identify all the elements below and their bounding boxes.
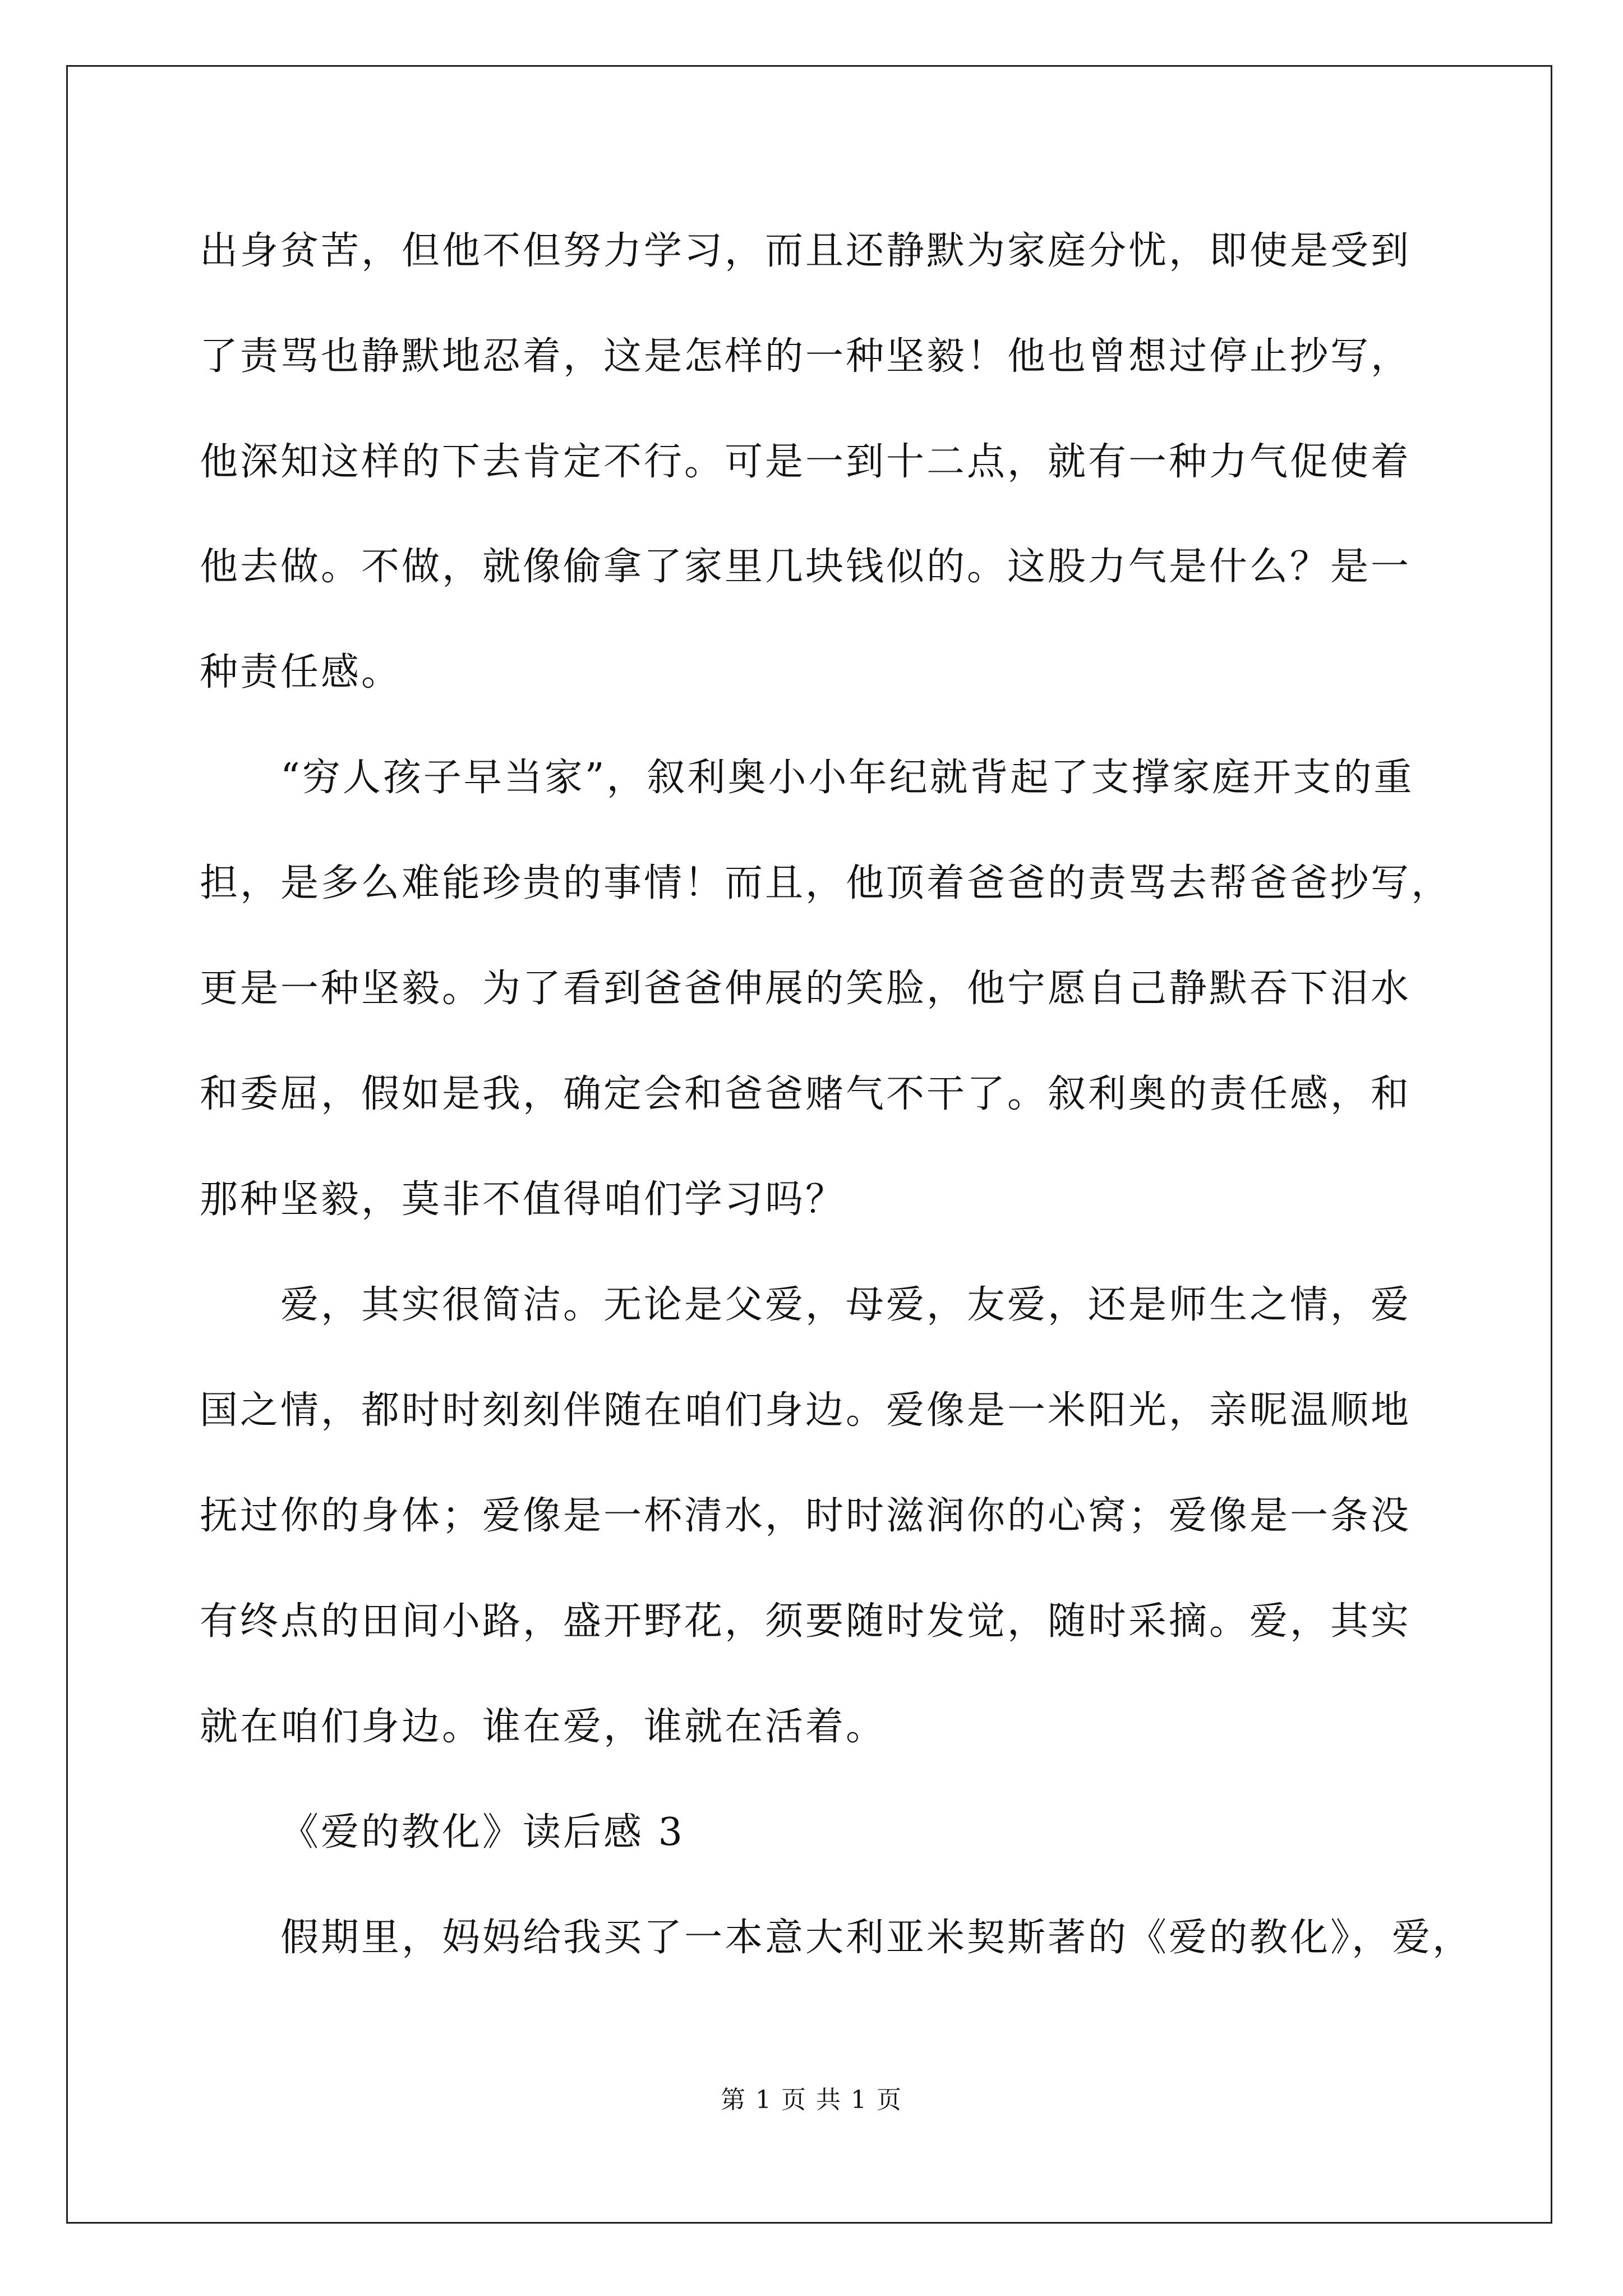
text-line: 更是一种坚毅。为了看到爸爸伸展的笑脸，他宁愿自己静默吞下泪水 <box>200 967 1412 1011</box>
page-frame <box>66 65 1552 2224</box>
text-line: 和委屈，假如是我，确定会和爸爸赌气不干了。叙利奥的责任感，和 <box>200 1072 1412 1116</box>
text-line: 他深知这样的下去肯定不行。可是一到十二点，就有一种力气促使着 <box>200 440 1412 484</box>
text-line: 假期里，妈妈给我买了一本意大利亚米契斯著的《爱的教化》，爱， <box>280 1916 1473 1960</box>
page-number-footer: 第 1 页 共 1 页 <box>721 2086 902 2114</box>
text-line: 国之情，都时时刻刻伴随在咱们身边。爱像是一米阳光，亲昵温顺地 <box>200 1388 1412 1433</box>
text-line: 了责骂也静默地忍着，这是怎样的一种坚毅！他也曾想过停止抄写， <box>200 334 1412 379</box>
text-line: 出身贫苦，但他不但努力学习，而且还静默为家庭分忧，即使是受到 <box>200 229 1412 273</box>
section-heading: 《爱的教化》读后感 3 <box>280 1810 685 1855</box>
text-line: 担，是多么难能珍贵的事情！而且，他顶着爸爸的责骂去帮爸爸抄写， <box>200 861 1452 905</box>
text-line: 种责任感。 <box>200 650 402 694</box>
text-line: 抚过你的身体；爱像是一杯清水，时时滋润你的心窝；爱像是一条没 <box>200 1494 1412 1538</box>
text-line: 爱，其实很简洁。无论是父爱，母爱，友爱，还是师生之情，爱 <box>280 1283 1412 1327</box>
text-line: 那种坚毅，莫非不值得咱们学习吗？ <box>200 1177 846 1222</box>
text-line: 就在咱们身边。谁在爱，谁就在活着。 <box>200 1705 887 1749</box>
text-line: 他去做。不做，就像偷拿了家里几块钱似的。这股力气是什么？是一 <box>200 545 1412 589</box>
text-line: “穷人孩子早当家”，叙利奥小小年纪就背起了支撑家庭开支的重 <box>280 756 1414 800</box>
text-line: 有终点的田间小路，盛开野花，须要随时发觉，随时采摘。爱，其实 <box>200 1599 1412 1644</box>
